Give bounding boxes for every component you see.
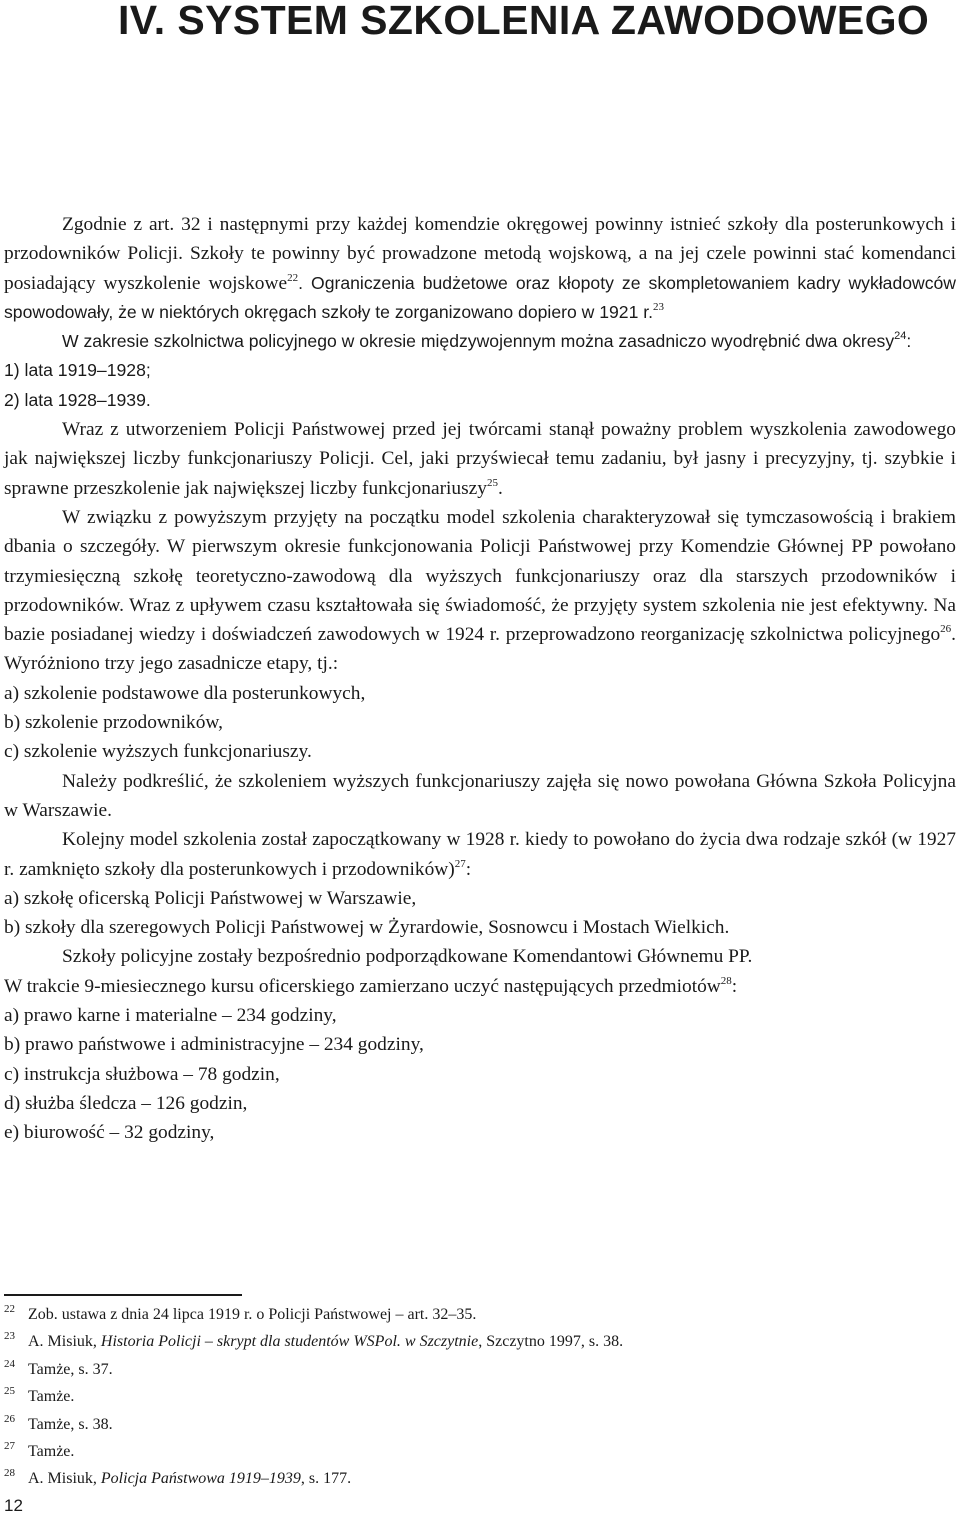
- paragraph-text: :: [731, 975, 738, 997]
- main-text: [4, 210, 956, 1148]
- period-item: 1) lata 1919–1928;: [4, 360, 151, 381]
- footnote-author: A. Misiuk,: [28, 1470, 101, 1488]
- paragraph-7: Szkoły policyjne zostały bezpośrednio podporządkowane Komendantowi Głównemu PP.: [62, 946, 753, 968]
- footnote-ref: 25: [486, 476, 498, 489]
- footnote-23: [4, 1329, 904, 1356]
- footnote-number: 22: [4, 1303, 15, 1315]
- footnote-text: [28, 1329, 623, 1354]
- paragraph-text: Zgodnie z art. 32 i następnymi przy każdej komendzie okręgowej powinny istnieć szkoły dla posterunkowych i przodowników Policji. Szkoły te powinny być prowadzone metodą wojskową, a na jej czele powinni stać komendanci posiadający wyszkolenie wojskowe: [4, 214, 956, 294]
- paragraph-text: W związku z powyższym przyjęty na początku model szkolenia charakteryzował się tymczasowością i brakiem dbania o szczegóły. W pierwszym okresie funkcjonowania Policji Państwowej przy Komendzie Głównej PP powołano trzymiesięczną szkołę teoretyczno-zawodową dla wyższych funkcjonariuszy oraz dla starszych przodowników i przodowników. Wraz z upływem czasu kształtowała się świadomość, że przyjęty system szkolenia nie jest efektywny. Na bazie posiadanej wiedzy i doświadczeń zawodowych w 1924 r. przeprowadzono reorganizację szkolnictwa policyjnego: [4, 506, 956, 646]
- footnote-details: , s. 177.: [300, 1470, 352, 1488]
- paragraph-6: [4, 825, 956, 884]
- footnote-number: 24: [4, 1357, 15, 1370]
- footnote-27: [4, 1439, 904, 1466]
- stage-item: b) szkolenie przodowników,: [4, 712, 223, 734]
- paragraph-2: [4, 327, 956, 356]
- paragraph-1: [4, 210, 956, 327]
- paragraph-text: .: [497, 477, 503, 499]
- footnote-24: [4, 1357, 904, 1384]
- stage-item: a) szkolenie podstawowe dla posterunkowych,: [4, 682, 366, 704]
- paragraph-3: [4, 415, 956, 503]
- footnote-separator: [4, 1294, 242, 1296]
- footnote-title: Policja Państwowa 1919–1939: [100, 1470, 301, 1488]
- subject-item: e) biurowość – 32 godziny,: [4, 1122, 215, 1144]
- footnote-text: Tamże, s. 37.: [28, 1360, 113, 1378]
- footnote-number: 28: [4, 1467, 15, 1480]
- footnote-ref: 26: [940, 623, 952, 636]
- subject-item: a) prawo karne i materialne – 234 godziny,: [4, 1005, 337, 1027]
- period-item: 2) lata 1928–1939.: [4, 389, 151, 410]
- paragraph-text: W trakcie 9-miesiecznego kursu oficerskiego zamierzano uczyć następujących przedmiotów: [4, 975, 721, 997]
- footnotes: [4, 1302, 904, 1494]
- footnote-ref: 28: [720, 974, 732, 987]
- school-item: b) szkoły dla szeregowych Policji Państwowej w Żyrardowie, Sosnowcu i Mostach Wielkich.: [4, 917, 730, 939]
- footnote-25: [4, 1384, 904, 1411]
- footnote-number: 23: [4, 1330, 15, 1343]
- paragraph-text: . Ograniczenia budżetowe oraz kłopoty ze skompletowaniem kadry wykładowców spowodowały, że w niektórych okręgach szkoły te zorganizowano dopiero w 1921 r.: [4, 272, 957, 322]
- footnote-details: , Szczytno 1997, s. 38.: [478, 1333, 624, 1351]
- stage-item: c) szkolenie wyższych funkcjonariuszy.: [4, 741, 312, 763]
- footnote-number: 27: [4, 1440, 15, 1453]
- page-number: 12: [4, 1496, 23, 1515]
- paragraph-text: Kolejny model szkolenia został zapoczątkowany w 1928 r. kiedy to powołano do życia dwa rodzaje szkół (w 1927 r. zamknięto szkoły dla posterunkowych i przodowników): [4, 829, 956, 880]
- paragraph-text: :: [906, 331, 912, 352]
- footnote-26: [4, 1412, 904, 1439]
- footnote-22: [4, 1302, 904, 1329]
- footnote-title: Historia Policji – skrypt dla studentów WSPol. w Szczytnie: [100, 1333, 479, 1351]
- footnote-number: 25: [4, 1385, 15, 1398]
- paragraph-text: :: [465, 858, 472, 880]
- school-item: a) szkołę oficerską Policji Państwowej w Warszawie,: [4, 887, 417, 909]
- footnote-ref: 22: [287, 271, 299, 284]
- footnote-ref: 24: [894, 330, 907, 343]
- paragraph-text: W zakresie szkolnictwa policyjnego w okresie międzywojennym można zasadniczo wyodrębnić dwa okresy: [62, 331, 895, 352]
- subject-item: c) instrukcja służbowa – 78 godzin,: [4, 1063, 280, 1085]
- subject-item: d) służba śledcza – 126 godzin,: [4, 1092, 248, 1114]
- footnote-number: 26: [4, 1412, 15, 1425]
- paragraph-4: [4, 503, 956, 679]
- footnote-text: Tamże.: [28, 1388, 75, 1406]
- subject-item: b) prawo państwowe i administracyjne – 234 godziny,: [4, 1034, 424, 1056]
- paragraph-5: Należy podkreślić, że szkoleniem wyższych funkcjonariuszy zajęła się nowo powołana Główna Szkoła Policyjna w Warszawie.: [4, 770, 956, 821]
- footnote-28: [4, 1466, 904, 1493]
- paragraph-text: . Wyróżniono trzy jego zasadnicze etapy, tj.:: [4, 624, 956, 675]
- footnote-text: Zob. ustawa z dnia 24 lipca 1919 r. o Policji Państwowej – art. 32–35.: [28, 1306, 477, 1323]
- footnote-text: Tamże.: [28, 1443, 75, 1461]
- footnote-text: Tamże, s. 38.: [28, 1415, 113, 1433]
- paragraph-text: Wraz z utworzeniem Policji Państwowej przed jej twórcami stanął poważny problem wyszkolenia zawodowego jak największej liczby funkcjonariuszy Policji. Cel, jaki przyświecał temu zadaniu, był jasny i precyzyjny, tj. szybkie i sprawne przeszkolenie jak największej liczby funkcjonariuszy: [4, 419, 956, 499]
- paragraph-8: [4, 972, 956, 1001]
- footnote-text: [28, 1466, 351, 1491]
- footnote-author: A. Misiuk,: [28, 1333, 101, 1351]
- footnote-ref: 27: [454, 857, 466, 870]
- footnote-ref: 23: [653, 300, 665, 313]
- chapter-title: IV. SYSTEM SZKOLENIA ZAWODOWEGO: [118, 0, 930, 43]
